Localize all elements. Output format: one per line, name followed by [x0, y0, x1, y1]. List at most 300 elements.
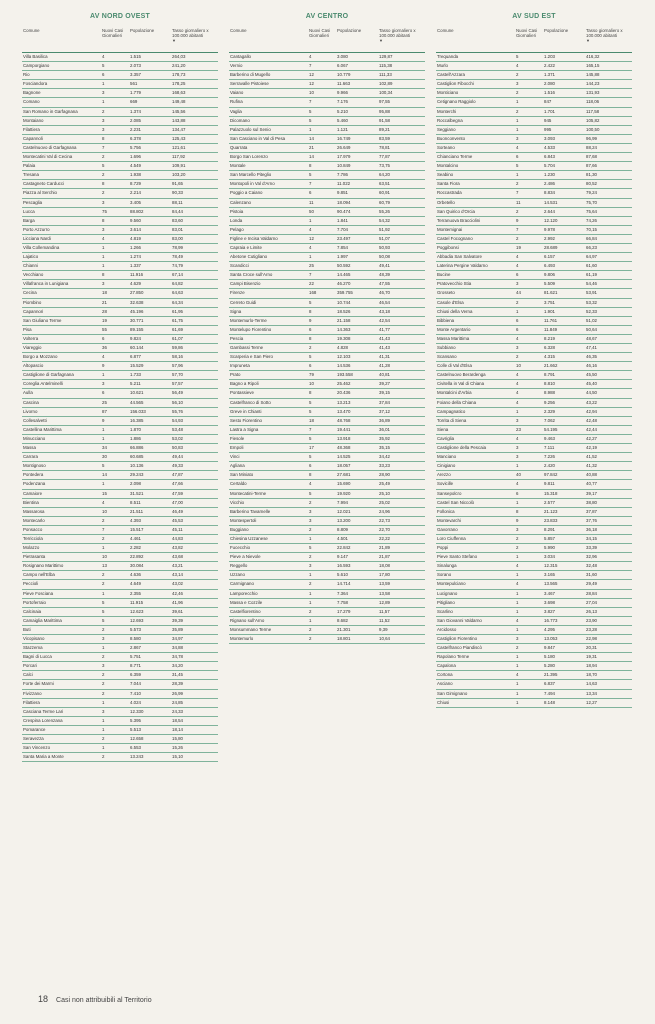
cell-nuovi-casi: 1: [516, 654, 519, 660]
cell-comune: Castelfiorentino: [230, 608, 261, 614]
footer-text: Casi non attribuibili al Territorio: [56, 997, 152, 1004]
cell-nuovi-casi: 1: [102, 545, 105, 551]
cell-comune: Piazza al Serchio: [23, 190, 57, 196]
table-row: [22, 353, 218, 362]
cell-nuovi-casi: 1: [102, 699, 105, 705]
cell-popolazione: 11.915: [130, 599, 144, 605]
cell-tasso: 58,16: [172, 354, 183, 360]
cell-tasso: 43,14: [172, 572, 183, 578]
table-row: [436, 162, 632, 171]
cell-popolazione: 8.219: [544, 335, 555, 341]
cell-nuovi-casi: 5: [516, 163, 519, 169]
cell-popolazione: 21.511: [130, 508, 144, 514]
table-row: [22, 262, 218, 271]
table-row: [436, 62, 632, 71]
cell-tasso: 57,57: [172, 381, 183, 387]
cell-comune: Pratovecchio Stia: [437, 281, 472, 287]
cell-comune: Sorteano: [437, 144, 455, 150]
cell-nuovi-casi: 1: [102, 372, 105, 378]
cell-tasso: 178,25: [172, 81, 186, 87]
table-row: [229, 335, 425, 344]
cell-comune: Montalcini d'Arbia: [437, 390, 472, 396]
cell-nuovi-casi: 55: [102, 326, 107, 332]
cell-popolazione: 9.966: [337, 90, 348, 96]
cell-nuovi-casi: 2: [102, 154, 105, 160]
cell-nuovi-casi: 1: [102, 426, 105, 432]
cell-nuovi-casi: 87: [102, 408, 107, 414]
cell-tasso: 61,19: [586, 272, 597, 278]
cell-popolazione: 2.420: [544, 463, 555, 469]
cell-nuovi-casi: 1: [309, 217, 312, 223]
cell-popolazione: 18.526: [337, 308, 351, 314]
cell-popolazione: 50.592: [337, 263, 351, 269]
cell-popolazione: 10.849: [337, 163, 351, 169]
table-row: [229, 326, 425, 335]
table-row: [436, 53, 632, 62]
cell-nuovi-casi: 2: [102, 754, 105, 760]
cell-tasso: 15,26: [172, 745, 183, 751]
cell-popolazione: 1.696: [130, 154, 141, 160]
cell-nuovi-casi: 17: [309, 445, 314, 451]
cell-nuovi-casi: 3: [516, 135, 519, 141]
cell-comune: Vinci: [230, 454, 240, 460]
cell-comune: Montopoli in Val d'Arno: [230, 181, 275, 187]
cell-popolazione: 21.662: [544, 363, 558, 369]
cell-nuovi-casi: 12: [309, 235, 314, 241]
cell-popolazione: 8.810: [544, 381, 555, 387]
cell-comune: Cecina: [23, 290, 37, 296]
cell-popolazione: 5.990: [544, 545, 555, 551]
cell-nuovi-casi: 75: [102, 208, 107, 214]
cell-tasso: 23,90: [586, 617, 597, 623]
cell-nuovi-casi: 50: [309, 208, 314, 214]
cell-popolazione: 10.779: [337, 72, 351, 78]
cell-popolazione: 3.405: [130, 199, 141, 205]
cell-nuovi-casi: 18: [309, 417, 314, 423]
cell-popolazione: 9.851: [337, 190, 348, 196]
cell-nuovi-casi: 3: [516, 281, 519, 287]
table-row: [229, 262, 425, 271]
cell-popolazione: 5.704: [544, 163, 555, 169]
cell-nuovi-casi: 2: [102, 581, 105, 587]
table-row: [229, 562, 425, 571]
cell-popolazione: 30.084: [130, 563, 144, 569]
cell-popolazione: 14.363: [337, 326, 351, 332]
cell-nuovi-casi: 1: [309, 617, 312, 623]
cell-tasso: 79,24: [586, 190, 597, 196]
cell-nuovi-casi: 168: [309, 290, 317, 296]
table-row: [436, 517, 632, 526]
cell-comune: Cavriglia: [437, 435, 455, 441]
cell-comune: Barga: [23, 217, 35, 223]
table-row: [22, 153, 218, 162]
cell-comune: Castagneto Carducci: [23, 181, 65, 187]
cell-comune: Londa: [230, 217, 243, 223]
cell-popolazione: 6.067: [337, 63, 348, 69]
cell-popolazione: 1.779: [130, 90, 141, 96]
table-row: [22, 490, 218, 499]
cell-tasso: 57,70: [172, 372, 183, 378]
cell-comune: Pomarance: [23, 726, 46, 732]
cell-popolazione: 5.610: [337, 572, 348, 578]
cell-nuovi-casi: 3: [516, 445, 519, 451]
cell-nuovi-casi: 8: [309, 390, 312, 396]
table-row: [436, 471, 632, 480]
cell-popolazione: 22.842: [337, 545, 351, 551]
cell-nuovi-casi: 1: [516, 99, 519, 105]
cell-popolazione: 4.024: [130, 699, 141, 705]
table-row: [229, 189, 425, 198]
cell-comune: Pietrasanta: [23, 554, 46, 560]
table-row: [229, 271, 425, 280]
cell-comune: Vernio: [230, 63, 243, 69]
table-row: [229, 462, 425, 471]
cell-popolazione: 25.462: [337, 381, 351, 387]
cell-comune: Pelago: [230, 226, 244, 232]
cell-tasso: 18,70: [586, 672, 597, 678]
table-row: [22, 171, 218, 180]
table-row: [229, 180, 425, 189]
cell-popolazione: 4.636: [130, 572, 141, 578]
cell-tasso: 61,75: [172, 317, 183, 323]
cell-nuovi-casi: 13: [102, 563, 107, 569]
cell-nuovi-casi: 4: [516, 435, 519, 441]
cell-nuovi-casi: 1: [102, 263, 105, 269]
cell-comune: Signa: [230, 308, 242, 314]
cell-comune: Livorno: [23, 408, 38, 414]
cell-popolazione: 7.111: [544, 445, 555, 451]
table-row: [436, 562, 632, 571]
header-label: Comune: [437, 28, 454, 33]
table-header: [22, 28, 218, 53]
cell-nuovi-casi: 2: [102, 572, 105, 578]
cell-comune: San Casciano in Val di Pesa: [230, 135, 286, 141]
table-row: [436, 108, 632, 117]
cell-tasso: 50,83: [172, 445, 183, 451]
cell-popolazione: 4.461: [130, 535, 141, 541]
table-row: [22, 53, 218, 62]
cell-nuovi-casi: 7: [102, 526, 105, 532]
table-row: [22, 735, 218, 744]
cell-comune: Massarosa: [23, 508, 45, 514]
cell-nuovi-casi: 4: [102, 235, 105, 241]
cell-nuovi-casi: 4: [516, 581, 519, 587]
table-row: [436, 635, 632, 644]
table-row: [229, 353, 425, 362]
cell-nuovi-casi: 4: [516, 617, 519, 623]
cell-nuovi-casi: 4: [516, 335, 519, 341]
cell-tasso: 48,39: [379, 272, 390, 278]
cell-popolazione: 1.901: [544, 308, 555, 314]
cell-popolazione: 7.704: [337, 226, 348, 232]
cell-comune: Borgo San Lorenzo: [230, 154, 268, 160]
table-row: [22, 271, 218, 280]
table-row: [229, 380, 425, 389]
cell-tasso: 96,99: [586, 135, 597, 141]
cell-nuovi-casi: 4: [516, 144, 519, 150]
table-row: [229, 399, 425, 408]
table-row: [22, 399, 218, 408]
cell-nuovi-casi: 1: [516, 308, 519, 314]
cell-nuovi-casi: 2: [102, 190, 105, 196]
cell-tasso: 88,24: [586, 144, 597, 150]
cell-tasso: 49,41: [379, 263, 390, 269]
cell-comune: Serravalle Pistoiese: [230, 81, 269, 87]
cell-tasso: 54,32: [379, 217, 390, 223]
cell-nuovi-casi: 2: [309, 499, 312, 505]
cell-nuovi-casi: 2: [102, 626, 105, 632]
cell-comune: Montemurlo: [230, 636, 254, 641]
cell-tasso: 18,94: [586, 663, 597, 669]
cell-nuovi-casi: 5: [309, 108, 312, 114]
cell-popolazione: 6.837: [544, 681, 555, 687]
cell-popolazione: 8.771: [130, 663, 141, 669]
cell-comune: Forte dei Marmi: [23, 681, 54, 687]
cell-popolazione: 16.773: [544, 617, 558, 623]
cell-tasso: 17,80: [379, 572, 390, 578]
cell-comune: Castelfranco Piandiscò: [437, 645, 482, 651]
cell-tasso: 118,06: [586, 99, 600, 105]
cell-nuovi-casi: 1: [516, 499, 519, 505]
cell-nuovi-casi: 40: [516, 472, 521, 478]
cell-nuovi-casi: 6: [309, 463, 312, 469]
cell-popolazione: 3.080: [337, 54, 348, 59]
cell-comune: Montale: [230, 163, 246, 169]
table-row: [436, 217, 632, 226]
cell-popolazione: 9.847: [544, 645, 555, 651]
cell-comune: Capalona: [437, 663, 456, 669]
cell-popolazione: 5.509: [544, 281, 555, 287]
table-row: [436, 226, 632, 235]
cell-nuovi-casi: 3: [516, 454, 519, 460]
table-row: [229, 208, 425, 217]
cell-nuovi-casi: 3: [102, 226, 105, 232]
cell-nuovi-casi: 10: [309, 381, 314, 387]
cell-popolazione: 2.282: [130, 545, 141, 551]
cell-comune: Abetone Cutigliano: [230, 254, 268, 260]
table-row: [22, 299, 218, 308]
cell-popolazione: 2.085: [130, 117, 141, 123]
table-row: [436, 480, 632, 489]
cell-popolazione: 27.681: [337, 472, 351, 478]
cell-nuovi-casi: 1: [102, 244, 105, 250]
cell-comune: Quarrata: [230, 144, 248, 150]
cell-popolazione: 9.147: [337, 554, 348, 560]
cell-comune: Fiesole: [230, 435, 245, 441]
cell-tasso: 40,88: [586, 472, 597, 478]
sort-desc-icon: ▼: [379, 38, 383, 43]
cell-tasso: 90,33: [172, 190, 183, 196]
cell-nuovi-casi: 5: [309, 299, 312, 305]
cell-comune: Scandicci: [230, 263, 249, 269]
cell-comune: Seabino: [437, 172, 454, 178]
cell-comune: Poggio a Caiano: [230, 190, 263, 196]
table-row: [22, 753, 218, 762]
table-row: [22, 208, 218, 217]
cell-comune: San Marcello Piteglio: [230, 172, 272, 178]
cell-comune: Cortona: [437, 672, 453, 678]
cell-tasso: 10,64: [379, 636, 390, 641]
cell-tasso: 31,45: [172, 672, 183, 678]
cell-popolazione: 4.533: [544, 144, 555, 150]
cell-popolazione: 7.758: [337, 599, 348, 605]
table-row: [436, 499, 632, 508]
cell-nuovi-casi: 7: [102, 144, 105, 150]
cell-nuovi-casi: 1: [102, 726, 105, 732]
cell-nuovi-casi: 8: [309, 163, 312, 169]
table-row: [229, 371, 425, 380]
table-row: [22, 544, 218, 553]
cell-comune: Massa e Cozzile: [230, 599, 263, 605]
cell-comune: Arcidosso: [437, 626, 457, 632]
cell-nuovi-casi: 1: [516, 408, 519, 414]
table-row: [229, 480, 425, 489]
cell-popolazione: 13.213: [337, 399, 351, 405]
cell-popolazione: 3.614: [130, 226, 141, 232]
cell-popolazione: 3.467: [544, 590, 555, 596]
cell-tasso: 46,70: [379, 290, 390, 296]
cell-tasso: 83,59: [379, 135, 390, 141]
cell-comune: Chiusi: [437, 699, 450, 705]
cell-tasso: 53,32: [586, 299, 597, 305]
cell-popolazione: 15.318: [544, 490, 558, 496]
table-header: [229, 28, 425, 53]
cell-tasso: 61,95: [172, 308, 183, 314]
cell-nuovi-casi: 5: [309, 490, 312, 496]
table-row: [436, 89, 632, 98]
cell-popolazione: 14.714: [337, 581, 351, 587]
cell-comune: Santa Maria a Monte: [23, 754, 64, 760]
cell-comune: Camaiglia Marittima: [23, 617, 62, 623]
cell-comune: Firenze: [230, 290, 245, 296]
area-table: [436, 12, 632, 762]
table-row: [22, 308, 218, 317]
cell-nuovi-casi: 8: [102, 217, 105, 223]
cell-tasso: 46,49: [172, 508, 183, 514]
cell-comune: Vicchio: [230, 499, 245, 505]
cell-comune: Uzzano: [230, 572, 245, 578]
table-row: [22, 189, 218, 198]
cell-nuovi-casi: 6: [516, 317, 519, 323]
cell-comune: Casciana Terme Lari: [23, 708, 64, 714]
cell-comune: Villa Collemandina: [23, 244, 60, 250]
cell-tasso: 60,79: [379, 199, 390, 205]
cell-tasso: 37,12: [379, 408, 390, 414]
cell-comune: Fosciandora: [23, 81, 48, 87]
header-label: Tasso giornaliero x 100.000 abitanti: [172, 28, 209, 38]
page-number: 18: [38, 994, 49, 1004]
cell-nuovi-casi: 4: [516, 381, 519, 387]
cell-nuovi-casi: 3: [102, 90, 105, 96]
cell-comune: Subbiano: [437, 345, 456, 350]
cell-nuovi-casi: 6: [102, 72, 105, 78]
cell-comune: Terricciola: [23, 535, 43, 541]
cell-comune: Chiesina Uzzanese: [230, 535, 268, 541]
cell-tasso: 89,21: [379, 126, 390, 132]
cell-popolazione: 2.992: [544, 235, 555, 241]
cell-popolazione: 7.176: [337, 99, 348, 105]
cell-popolazione: 3.698: [544, 599, 555, 605]
cell-tasso: 46,54: [379, 299, 390, 305]
cell-tasso: 35,15: [379, 445, 390, 451]
cell-nuovi-casi: 2: [516, 354, 519, 360]
cell-nuovi-casi: 1: [309, 572, 312, 578]
cell-comune: Lajatico: [23, 254, 39, 260]
cell-comune: Rufina: [230, 99, 243, 105]
cell-popolazione: 15.690: [337, 481, 351, 487]
header-popolazione: [130, 28, 172, 52]
cell-comune: Rapolano Terme: [437, 654, 470, 660]
cell-tasso: 91,65: [172, 181, 183, 187]
table-row: [22, 117, 218, 126]
cell-tasso: 73,75: [379, 163, 390, 169]
area-title: AV NORD OVEST: [89, 13, 151, 20]
cell-comune: Camaiore: [23, 490, 43, 496]
cell-comune: Grosseto: [437, 290, 455, 296]
cell-tasso: 56,10: [172, 399, 183, 405]
cell-nuovi-casi: 9: [102, 417, 105, 423]
cell-tasso: 43,68: [172, 554, 183, 560]
cell-nuovi-casi: 25: [102, 399, 107, 405]
cell-nuovi-casi: 9: [102, 363, 105, 369]
cell-comune: San Romano in Garfagnana: [23, 108, 78, 114]
cell-comune: Villafranca in Lunigiana: [23, 281, 69, 287]
cell-comune: Castiglione di Garfagnana: [23, 372, 74, 378]
cell-tasso: 54,46: [586, 281, 597, 287]
cell-tasso: 18,08: [379, 563, 390, 569]
cell-comune: Montalcino: [437, 163, 459, 169]
cell-comune: Bibbiena: [437, 317, 455, 323]
cell-tasso: 28,90: [379, 472, 390, 478]
cell-nuovi-casi: 6: [516, 490, 519, 496]
table-row: [436, 244, 632, 253]
cell-nuovi-casi: 14: [102, 472, 107, 478]
cell-popolazione: 1.733: [130, 372, 141, 378]
cell-nuovi-casi: 23: [516, 426, 521, 432]
cell-tasso: 31,60: [586, 572, 597, 578]
cell-comune: Castellina Marittima: [23, 426, 62, 432]
cell-popolazione: 5.395: [130, 717, 141, 723]
cell-tasso: 111,33: [379, 72, 392, 78]
table-row: [229, 571, 425, 580]
cell-popolazione: 9.978: [544, 226, 555, 232]
cell-tasso: 145,56: [172, 108, 186, 114]
table-row: [22, 280, 218, 289]
cell-comune: Follonica: [437, 508, 455, 514]
table-row: [436, 571, 632, 580]
cell-popolazione: 14.536: [337, 363, 351, 369]
cell-tasso: 35,92: [379, 435, 390, 441]
cell-tasso: 14,63: [586, 681, 597, 687]
cell-tasso: 52,33: [586, 308, 597, 314]
cell-nuovi-casi: 1: [102, 435, 105, 441]
table-row: [229, 62, 425, 71]
table-row: [22, 162, 218, 171]
cell-popolazione: 10.621: [130, 390, 144, 396]
cell-comune: Campagnatico: [437, 408, 466, 414]
cell-tasso: 18,54: [172, 717, 183, 723]
cell-popolazione: 12.103: [337, 354, 351, 360]
cell-tasso: 54,93: [172, 417, 183, 423]
cell-popolazione: 12.120: [544, 217, 558, 223]
cell-comune: Viareggio: [23, 345, 42, 350]
table-row: [22, 499, 218, 508]
cell-tasso: 49,33: [172, 463, 183, 469]
cell-nuovi-casi: 3: [102, 636, 105, 641]
cell-popolazione: 19.920: [337, 490, 351, 496]
table-row: [229, 308, 425, 317]
cell-tasso: 51,02: [586, 317, 597, 323]
